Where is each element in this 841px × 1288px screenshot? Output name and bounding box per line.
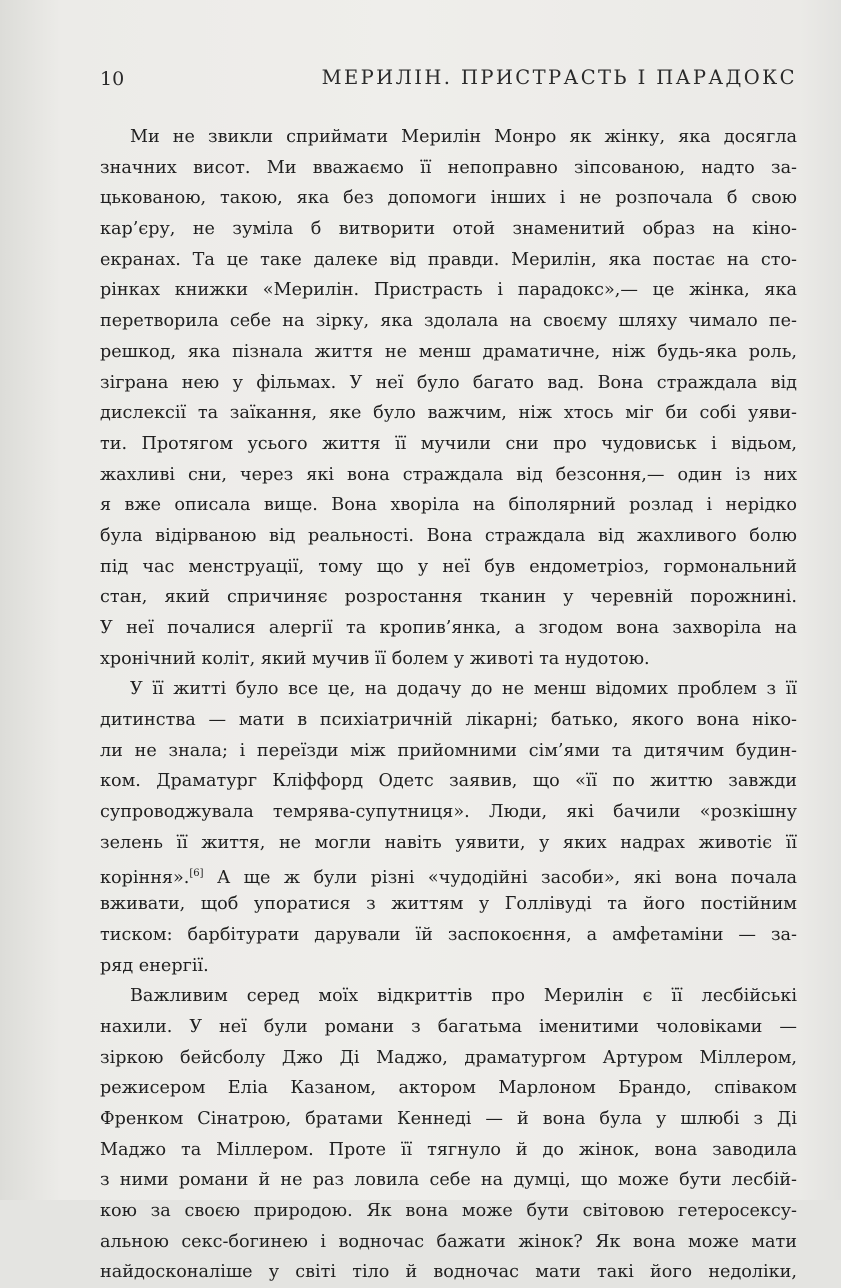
page-number: 10 (100, 68, 125, 90)
text-line: Важливим серед моїх відкриттів про Мерилін є її лесбійські (130, 986, 797, 1007)
text-line: дитинства — мати в психіатричній лікарні; батько, якого вона ніко- (100, 710, 797, 731)
paragraph-3 (100, 981, 797, 1288)
text-line: перетворила себе на зірку, яка здолала на своєму шляху чимало пе- (100, 311, 797, 332)
text-line: супроводжувала темрява-супутниця». Люди, які бачили «розкішну (100, 802, 797, 823)
text-line: була відірваною від реальності. Вона страждала від жахливого болю (100, 525, 797, 546)
text-line: Френком Сінатрою, братами Кеннеді — й вона була у шлюбі з Ді (100, 1109, 797, 1129)
text-line: найдосконаліше у світі тіло й водночас мати такі його недоліки, (100, 1262, 797, 1283)
text-line: жахливі сни, через які вона страждала від безсоння,— один із них (100, 464, 797, 485)
text-line: ком. Драматург Кліффорд Одетс заявив, що «її по життю завжди (100, 771, 797, 792)
text-line: хронічний коліт, який мучив її болем у животі та нудотою. (100, 648, 650, 669)
paragraph-2 (100, 674, 797, 981)
text-line: альною секс-богинею і водночас бажати жінок? Як вона може мати (100, 1231, 797, 1252)
text-line: У неї почалися алергії та кропив’янка, а згодом вона захворіла на (100, 618, 797, 638)
text-segment: коріння». (100, 867, 190, 888)
text-line: з ними романи й не раз ловила себе на думці, що може бути лесбій- (100, 1170, 797, 1191)
running-title: МЕРИЛІН. ПРИСТРАСТЬ І ПАРАДОКС (321, 66, 797, 89)
text-line: стан, який спричиняє розростання тканин у черевній порожнині. (100, 587, 797, 608)
text-line: Маджо та Міллером. Проте її тягнуло й до жінок, вона заводила (100, 1139, 797, 1160)
footnote-marker[interactable]: [6] (189, 867, 204, 879)
text-line: зіграна нею у фільмах. У неї було багато вад. Вона страждала від (100, 372, 797, 393)
text-line: під час менструації, тому що у неї був ендометріоз, гормональний (100, 556, 797, 577)
text-line: Ми не звикли сприймати Мерилін Монро як жінку, яка досягла (130, 127, 797, 147)
text-line: решкод, яка пізнала життя не менш драматичне, ніж будь-яка роль, (100, 341, 797, 362)
page-header (100, 66, 797, 96)
text-line: режисером Еліа Казаном, актором Марлоном Брандо, співаком (100, 1078, 797, 1099)
footnote-text-line (100, 859, 797, 890)
paragraph-1 (100, 122, 797, 674)
text-line: значних висот. Ми вважаємо її непоправно зіпсованою, надто за- (100, 157, 797, 178)
text-line: я вже описала вище. Вона хворіла на біполярний розлад і нерідко (100, 495, 797, 516)
text-line: ряд енергії. (100, 955, 209, 976)
text-segment: А ще ж були різні «чудодійні засоби», які вона почала (203, 867, 797, 888)
text-line: кою за своєю природою. Як вона може бути світовою гетеросексу- (100, 1201, 797, 1222)
text-line: ли не знала; і переїзди між прийомними сім’ями та дитячим будин- (100, 740, 797, 761)
text-line: ти. Протягом усього життя її мучили сни про чудовиськ і відьом, (100, 433, 797, 454)
body-text (100, 122, 797, 1288)
text-line: дислексії та заїкання, яке було важчим, ніж хтось міг би собі уяви- (100, 403, 797, 424)
text-line: вживати, щоб упоратися з життям у Голлівуді та його постійним (100, 894, 797, 915)
text-line: нахили. У неї були романи з багатьма іменитими чоловіками — (100, 1016, 797, 1037)
text-line: кар’єру, не зуміла б витворити отой знаменитий образ на кіно- (100, 219, 797, 240)
text-line: рінках книжки «Мерилін. Пристрасть і парадокс»,— це жінка, яка (100, 280, 797, 301)
text-line: екранах. Та це таке далеке від правди. Мерилін, яка постає на сто- (100, 249, 797, 270)
text-line: тиском: барбітурати дарували їй заспокоєння, а амфетаміни — за- (100, 924, 797, 945)
text-line: У її житті було все це, на додачу до не менш відомих проблем з її (130, 679, 797, 700)
text-line: цькованою, такою, яка без допомоги інших і не розпочала б свою (100, 188, 797, 209)
text-line: зіркою бейсболу Джо Ді Маджо, драматургом Артуром Міллером, (100, 1047, 797, 1068)
text-line: зелень її життя, не могли навіть уявити, у яких надрах животіє її (100, 832, 797, 853)
